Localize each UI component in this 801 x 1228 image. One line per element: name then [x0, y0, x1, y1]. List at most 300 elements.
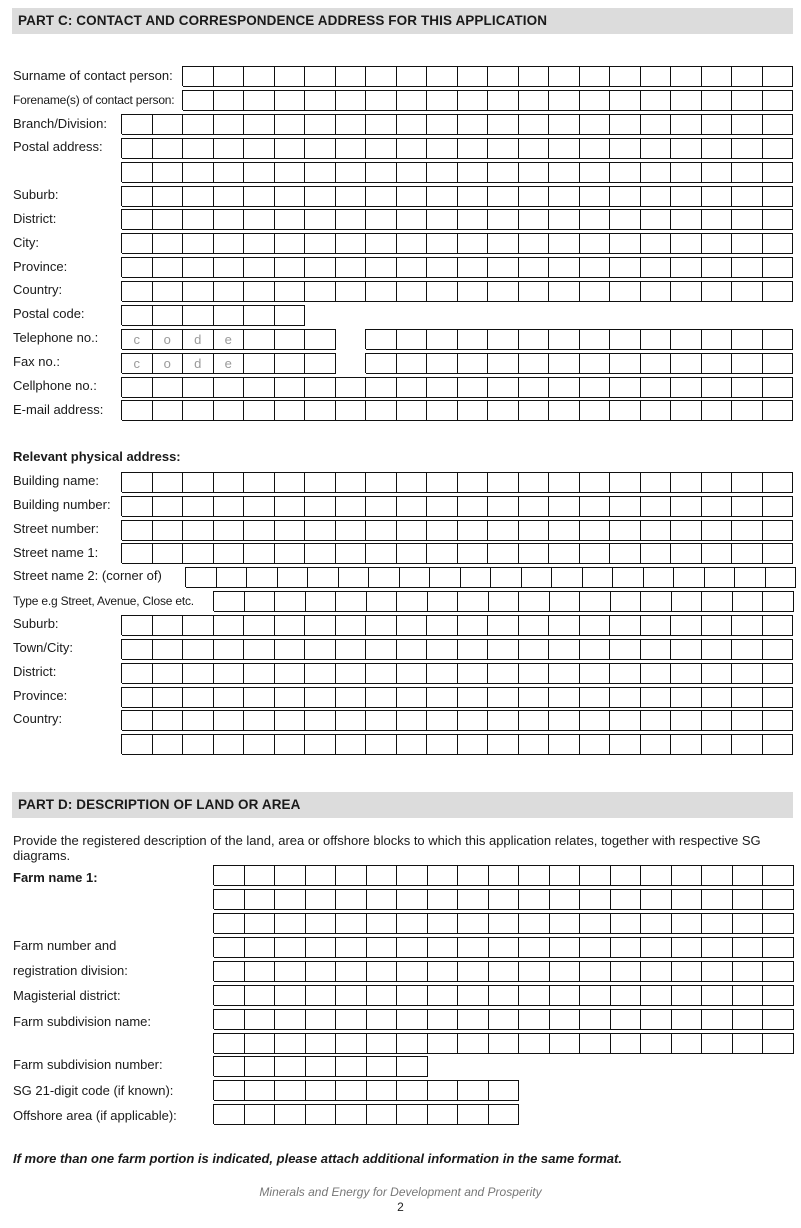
char-box[interactable] — [183, 639, 214, 660]
char-box[interactable] — [397, 1056, 428, 1077]
suburb-input[interactable] — [121, 186, 793, 206]
char-box[interactable] — [458, 209, 489, 230]
char-box[interactable] — [336, 114, 367, 135]
town-city-input[interactable] — [121, 639, 793, 659]
char-box[interactable] — [763, 663, 794, 684]
char-box[interactable] — [610, 281, 641, 302]
char-box[interactable] — [491, 567, 522, 588]
char-box[interactable] — [214, 710, 245, 731]
char-box[interactable] — [763, 472, 794, 493]
char-box[interactable] — [428, 591, 459, 612]
char-box[interactable] — [336, 937, 367, 958]
char-box[interactable] — [519, 615, 550, 636]
char-box[interactable] — [488, 496, 519, 517]
char-box[interactable] — [488, 543, 519, 564]
char-box[interactable] — [610, 734, 641, 755]
char-box[interactable] — [732, 186, 763, 207]
char-box[interactable] — [397, 400, 428, 421]
char-box[interactable] — [702, 937, 733, 958]
char-box[interactable] — [763, 543, 794, 564]
char-box[interactable] — [519, 961, 550, 982]
char-box[interactable] — [671, 209, 702, 230]
char-box[interactable] — [671, 615, 702, 636]
char-box[interactable] — [305, 734, 336, 755]
char-box[interactable] — [458, 865, 489, 886]
char-box[interactable] — [488, 687, 519, 708]
char-box[interactable] — [458, 520, 489, 541]
char-box[interactable] — [366, 377, 397, 398]
char-box[interactable] — [427, 66, 458, 87]
forenames-input[interactable] — [182, 90, 793, 110]
street-name-2-input[interactable] — [185, 567, 796, 587]
char-box[interactable] — [641, 710, 672, 731]
char-box[interactable] — [671, 90, 702, 111]
char-box[interactable] — [549, 734, 580, 755]
char-box[interactable] — [244, 329, 275, 350]
char-box[interactable] — [522, 567, 553, 588]
char-box[interactable] — [244, 353, 275, 374]
char-box[interactable] — [641, 377, 672, 398]
char-box[interactable] — [336, 281, 367, 302]
char-box[interactable] — [367, 591, 398, 612]
char-box[interactable] — [275, 520, 306, 541]
char-box[interactable] — [183, 186, 214, 207]
char-box[interactable] — [427, 281, 458, 302]
char-box[interactable] — [641, 1033, 672, 1054]
char-box[interactable] — [458, 353, 489, 374]
char-box[interactable] — [366, 353, 397, 374]
char-box[interactable] — [610, 639, 641, 660]
char-box[interactable] — [610, 233, 641, 254]
char-box[interactable] — [549, 186, 580, 207]
char-box[interactable] — [305, 520, 336, 541]
char-box[interactable] — [458, 663, 489, 684]
char-box[interactable] — [397, 591, 428, 612]
char-box[interactable] — [214, 985, 245, 1006]
char-box[interactable] — [397, 162, 428, 183]
char-box[interactable] — [275, 472, 306, 493]
char-box[interactable] — [306, 889, 337, 910]
char-box[interactable] — [519, 257, 550, 278]
char-box[interactable] — [519, 591, 550, 612]
char-box[interactable] — [732, 710, 763, 731]
char-box[interactable] — [427, 377, 458, 398]
char-box[interactable] — [671, 233, 702, 254]
char-box[interactable] — [641, 615, 672, 636]
char-box[interactable] — [336, 472, 367, 493]
char-box[interactable] — [366, 734, 397, 755]
char-box[interactable] — [275, 281, 306, 302]
char-box[interactable] — [427, 687, 458, 708]
offshore-area-input[interactable] — [213, 1104, 519, 1124]
char-box[interactable] — [427, 400, 458, 421]
char-box[interactable] — [275, 1033, 306, 1054]
char-box[interactable] — [610, 400, 641, 421]
char-box[interactable] — [763, 985, 794, 1006]
char-box[interactable] — [732, 162, 763, 183]
char-box[interactable] — [183, 710, 214, 731]
street-name-1-input[interactable] — [121, 543, 793, 563]
char-box[interactable] — [275, 305, 306, 326]
char-box[interactable] — [366, 138, 397, 159]
char-box[interactable] — [366, 186, 397, 207]
char-box[interactable] — [580, 615, 611, 636]
char-box[interactable] — [214, 591, 245, 612]
char-box[interactable] — [580, 257, 611, 278]
char-box[interactable] — [458, 138, 489, 159]
char-box[interactable]: c — [122, 353, 153, 374]
char-box[interactable] — [519, 937, 550, 958]
char-box[interactable] — [519, 663, 550, 684]
farm-number-input[interactable] — [213, 937, 794, 957]
char-box[interactable] — [488, 138, 519, 159]
char-box[interactable] — [427, 209, 458, 230]
char-box[interactable] — [183, 209, 214, 230]
char-box[interactable] — [733, 985, 764, 1006]
char-box[interactable] — [732, 615, 763, 636]
char-box[interactable] — [580, 66, 611, 87]
char-box[interactable] — [366, 663, 397, 684]
char-box[interactable] — [153, 734, 184, 755]
char-box[interactable] — [549, 472, 580, 493]
char-box[interactable] — [732, 329, 763, 350]
char-box[interactable] — [275, 543, 306, 564]
char-box[interactable] — [122, 496, 153, 517]
char-box[interactable] — [427, 496, 458, 517]
city-input[interactable] — [121, 233, 793, 253]
char-box[interactable] — [427, 710, 458, 731]
char-box[interactable] — [428, 985, 459, 1006]
char-box[interactable] — [580, 734, 611, 755]
char-box[interactable] — [427, 257, 458, 278]
char-box[interactable] — [366, 639, 397, 660]
char-box[interactable] — [671, 543, 702, 564]
char-box[interactable] — [702, 377, 733, 398]
char-box[interactable] — [733, 889, 764, 910]
char-box[interactable] — [367, 1104, 398, 1125]
char-box[interactable] — [336, 1033, 367, 1054]
char-box[interactable] — [702, 329, 733, 350]
char-box[interactable] — [488, 353, 519, 374]
char-box[interactable] — [336, 162, 367, 183]
char-box[interactable] — [428, 913, 459, 934]
char-box[interactable] — [550, 937, 581, 958]
char-box[interactable] — [122, 305, 153, 326]
char-box[interactable] — [702, 353, 733, 374]
char-box[interactable] — [427, 639, 458, 660]
char-box[interactable]: o — [153, 329, 184, 350]
char-box[interactable] — [214, 639, 245, 660]
char-box[interactable] — [611, 865, 642, 886]
char-box[interactable] — [336, 591, 367, 612]
char-box[interactable] — [641, 937, 672, 958]
char-box[interactable] — [732, 639, 763, 660]
char-box[interactable] — [369, 567, 400, 588]
char-box[interactable] — [610, 543, 641, 564]
char-box[interactable] — [489, 985, 520, 1006]
char-box[interactable] — [733, 937, 764, 958]
char-box[interactable] — [519, 138, 550, 159]
char-box[interactable] — [458, 543, 489, 564]
char-box[interactable] — [153, 233, 184, 254]
char-box[interactable] — [186, 567, 217, 588]
char-box[interactable] — [671, 114, 702, 135]
char-box[interactable] — [397, 985, 428, 1006]
char-box[interactable] — [519, 865, 550, 886]
char-box[interactable] — [610, 687, 641, 708]
char-box[interactable] — [732, 138, 763, 159]
char-box[interactable] — [122, 377, 153, 398]
char-box[interactable] — [122, 663, 153, 684]
char-box[interactable] — [244, 400, 275, 421]
province-input[interactable] — [121, 257, 793, 277]
char-box[interactable] — [671, 520, 702, 541]
char-box[interactable] — [672, 591, 703, 612]
char-box[interactable]: d — [183, 353, 214, 374]
char-box[interactable] — [549, 66, 580, 87]
char-box[interactable] — [763, 162, 794, 183]
char-box[interactable] — [702, 543, 733, 564]
postal-address-input-2[interactable] — [121, 162, 793, 182]
char-box[interactable] — [275, 734, 306, 755]
char-box[interactable] — [610, 138, 641, 159]
char-box[interactable] — [245, 913, 276, 934]
char-box[interactable] — [275, 209, 306, 230]
char-box[interactable] — [214, 162, 245, 183]
char-box[interactable] — [366, 233, 397, 254]
char-box[interactable] — [549, 257, 580, 278]
char-box[interactable] — [671, 734, 702, 755]
char-box[interactable] — [580, 281, 611, 302]
char-box[interactable] — [275, 913, 306, 934]
subdivision-name-input-2[interactable] — [213, 1033, 794, 1053]
char-box[interactable] — [275, 162, 306, 183]
char-box[interactable] — [580, 114, 611, 135]
char-box[interactable] — [153, 209, 184, 230]
char-box[interactable] — [214, 209, 245, 230]
cellphone-input[interactable] — [121, 377, 793, 397]
char-box[interactable] — [732, 663, 763, 684]
char-box[interactable] — [732, 687, 763, 708]
char-box[interactable] — [583, 567, 614, 588]
char-box[interactable] — [519, 520, 550, 541]
char-box[interactable] — [550, 591, 581, 612]
char-box[interactable] — [611, 591, 642, 612]
char-box[interactable] — [427, 162, 458, 183]
char-box[interactable] — [763, 400, 794, 421]
char-box[interactable] — [671, 639, 702, 660]
char-box[interactable] — [183, 472, 214, 493]
char-box[interactable] — [397, 281, 428, 302]
char-box[interactable] — [458, 889, 489, 910]
char-box[interactable] — [397, 639, 428, 660]
char-box[interactable]: e — [214, 329, 245, 350]
char-box[interactable] — [427, 114, 458, 135]
char-box[interactable] — [306, 1033, 337, 1054]
char-box[interactable] — [580, 520, 611, 541]
char-box[interactable] — [153, 305, 184, 326]
char-box[interactable] — [275, 257, 306, 278]
char-box[interactable] — [763, 233, 794, 254]
char-box[interactable] — [367, 865, 398, 886]
char-box[interactable] — [305, 496, 336, 517]
char-box[interactable] — [275, 1009, 306, 1030]
char-box[interactable] — [519, 710, 550, 731]
char-box[interactable] — [430, 567, 461, 588]
char-box[interactable] — [214, 472, 245, 493]
char-box[interactable] — [763, 281, 794, 302]
char-box[interactable] — [400, 567, 431, 588]
char-box[interactable] — [732, 90, 763, 111]
char-box[interactable] — [427, 472, 458, 493]
building-number-input[interactable] — [121, 496, 793, 516]
char-box[interactable] — [702, 663, 733, 684]
surname-input[interactable] — [182, 66, 793, 86]
char-box[interactable] — [641, 985, 672, 1006]
char-box[interactable] — [610, 162, 641, 183]
char-box[interactable] — [183, 66, 214, 87]
char-box[interactable] — [397, 138, 428, 159]
char-box[interactable] — [153, 663, 184, 684]
char-box[interactable] — [397, 472, 428, 493]
char-box[interactable] — [702, 257, 733, 278]
char-box[interactable] — [275, 90, 306, 111]
char-box[interactable] — [671, 281, 702, 302]
char-box[interactable] — [732, 472, 763, 493]
char-box[interactable] — [763, 687, 794, 708]
char-box[interactable] — [702, 281, 733, 302]
char-box[interactable] — [153, 639, 184, 660]
char-box[interactable] — [458, 687, 489, 708]
char-box[interactable] — [702, 186, 733, 207]
char-box[interactable] — [306, 865, 337, 886]
char-box[interactable] — [580, 377, 611, 398]
char-box[interactable] — [702, 639, 733, 660]
char-box[interactable] — [580, 985, 611, 1006]
char-box[interactable] — [214, 186, 245, 207]
char-box[interactable] — [763, 377, 794, 398]
char-box[interactable] — [519, 889, 550, 910]
char-box[interactable] — [702, 496, 733, 517]
char-box[interactable] — [306, 591, 337, 612]
magisterial-district-input[interactable] — [213, 985, 794, 1005]
char-box[interactable] — [732, 496, 763, 517]
char-box[interactable] — [519, 639, 550, 660]
char-box[interactable] — [610, 520, 641, 541]
char-box[interactable] — [702, 913, 733, 934]
char-box[interactable] — [214, 233, 245, 254]
char-box[interactable] — [763, 961, 794, 982]
char-box[interactable] — [519, 913, 550, 934]
char-box[interactable] — [427, 329, 458, 350]
char-box[interactable] — [671, 472, 702, 493]
subdivision-name-input-1[interactable] — [213, 1009, 794, 1029]
char-box[interactable] — [549, 281, 580, 302]
char-box[interactable] — [153, 186, 184, 207]
char-box[interactable] — [397, 186, 428, 207]
char-box[interactable] — [336, 913, 367, 934]
char-box[interactable]: o — [153, 353, 184, 374]
char-box[interactable] — [488, 162, 519, 183]
char-box[interactable] — [733, 865, 764, 886]
char-box[interactable] — [245, 1033, 276, 1054]
char-box[interactable] — [550, 961, 581, 982]
char-box[interactable] — [763, 90, 794, 111]
char-box[interactable] — [641, 496, 672, 517]
char-box[interactable] — [674, 567, 705, 588]
char-box[interactable] — [244, 186, 275, 207]
registration-division-input[interactable] — [213, 961, 794, 981]
char-box[interactable] — [763, 639, 794, 660]
char-box[interactable] — [488, 639, 519, 660]
building-name-input[interactable] — [121, 472, 793, 492]
char-box[interactable] — [275, 1080, 306, 1101]
char-box[interactable] — [427, 186, 458, 207]
char-box[interactable] — [397, 913, 428, 934]
char-box[interactable] — [549, 209, 580, 230]
char-box[interactable] — [397, 353, 428, 374]
char-box[interactable] — [550, 913, 581, 934]
char-box[interactable] — [183, 281, 214, 302]
char-box[interactable] — [214, 520, 245, 541]
char-box[interactable] — [732, 734, 763, 755]
char-box[interactable] — [153, 377, 184, 398]
char-box[interactable] — [732, 281, 763, 302]
char-box[interactable] — [702, 591, 733, 612]
char-box[interactable] — [275, 400, 306, 421]
char-box[interactable] — [550, 1033, 581, 1054]
char-box[interactable] — [611, 961, 642, 982]
char-box[interactable] — [366, 543, 397, 564]
char-box[interactable] — [427, 90, 458, 111]
char-box[interactable] — [488, 615, 519, 636]
char-box[interactable] — [549, 162, 580, 183]
char-box[interactable] — [610, 710, 641, 731]
char-box[interactable] — [397, 66, 428, 87]
char-box[interactable] — [214, 66, 245, 87]
char-box[interactable] — [214, 543, 245, 564]
char-box[interactable] — [244, 209, 275, 230]
char-box[interactable] — [214, 400, 245, 421]
char-box[interactable] — [305, 663, 336, 684]
char-box[interactable] — [732, 353, 763, 374]
char-box[interactable] — [488, 257, 519, 278]
char-box[interactable] — [488, 400, 519, 421]
char-box[interactable] — [458, 377, 489, 398]
char-box[interactable] — [366, 90, 397, 111]
char-box[interactable] — [549, 543, 580, 564]
char-box[interactable] — [397, 329, 428, 350]
char-box[interactable] — [336, 496, 367, 517]
fax-code-input[interactable] — [121, 353, 336, 373]
branch-input[interactable] — [121, 114, 793, 134]
char-box[interactable] — [336, 1009, 367, 1030]
char-box[interactable] — [488, 377, 519, 398]
char-box[interactable] — [611, 937, 642, 958]
char-box[interactable] — [641, 865, 672, 886]
char-box[interactable] — [763, 209, 794, 230]
char-box[interactable] — [397, 889, 428, 910]
char-box[interactable] — [305, 114, 336, 135]
char-box[interactable] — [763, 353, 794, 374]
char-box[interactable] — [214, 865, 245, 886]
char-box[interactable] — [519, 543, 550, 564]
char-box[interactable] — [611, 1033, 642, 1054]
char-box[interactable] — [367, 985, 398, 1006]
char-box[interactable] — [519, 90, 550, 111]
char-box[interactable] — [519, 472, 550, 493]
char-box[interactable] — [671, 329, 702, 350]
